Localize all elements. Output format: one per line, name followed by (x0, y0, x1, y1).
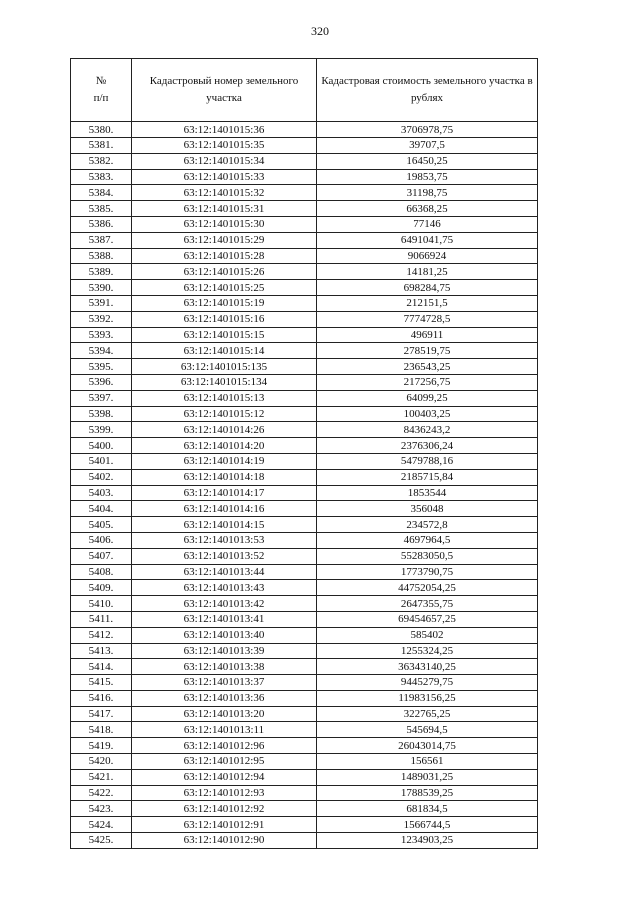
cadastral-number-cell: 63:12:1401013:20 (132, 706, 317, 722)
cadastral-number-cell: 63:12:1401012:96 (132, 738, 317, 754)
row-number-cell: 5400. (71, 438, 132, 454)
row-number-cell: 5397. (71, 390, 132, 406)
cadastral-number-cell: 63:12:1401013:36 (132, 690, 317, 706)
cadastral-value-cell: 1255324,25 (317, 643, 538, 659)
cadastral-number-cell: 63:12:1401015:31 (132, 201, 317, 217)
cadastral-number-cell: 63:12:1401013:41 (132, 611, 317, 627)
table-body (71, 122, 538, 849)
cadastral-number-cell: 63:12:1401013:43 (132, 580, 317, 596)
row-number-cell: 5408. (71, 564, 132, 580)
cadastral-value-cell: 77146 (317, 216, 538, 232)
row-number-cell: 5417. (71, 706, 132, 722)
row-number-cell: 5398. (71, 406, 132, 422)
cadastral-value-cell: 8436243,2 (317, 422, 538, 438)
page-number: 320 (311, 24, 329, 38)
row-number-cell: 5402. (71, 469, 132, 485)
table-row (71, 643, 538, 659)
cadastral-number-cell: 63:12:1401012:92 (132, 801, 317, 817)
table-row (71, 722, 538, 738)
cadastral-value-cell: 681834,5 (317, 801, 538, 817)
table-row (71, 580, 538, 596)
cadastral-value-cell: 6491041,75 (317, 232, 538, 248)
cadastral-value-cell: 585402 (317, 627, 538, 643)
cadastral-value-cell: 545694,5 (317, 722, 538, 738)
cadastral-value-cell: 278519,75 (317, 343, 538, 359)
cadastral-value-cell: 2376306,24 (317, 438, 538, 454)
header-pp: п/п (93, 92, 109, 104)
row-number-cell: 5422. (71, 785, 132, 801)
cadastral-number-cell: 63:12:1401013:52 (132, 548, 317, 564)
cadastral-value-cell: 44752054,25 (317, 580, 538, 596)
cadastral-number-cell: 63:12:1401015:34 (132, 153, 317, 169)
cadastral-number-cell: 63:12:1401012:90 (132, 833, 317, 849)
cadastral-value-cell: 7774728,5 (317, 311, 538, 327)
cadastral-number-cell: 63:12:1401014:20 (132, 438, 317, 454)
header-row-number (71, 59, 132, 122)
row-number-cell: 5381. (71, 138, 132, 154)
table-row (71, 532, 538, 548)
cadastral-value-cell: 100403,25 (317, 406, 538, 422)
table-header-row (71, 59, 538, 122)
table-row (71, 138, 538, 154)
cadastral-value-cell: 496911 (317, 327, 538, 343)
cadastral-number-cell: 63:12:1401013:37 (132, 675, 317, 691)
table-row (71, 675, 538, 691)
cadastral-value-cell: 36343140,25 (317, 659, 538, 675)
cadastral-number-cell: 63:12:1401015:25 (132, 280, 317, 296)
cadastral-number-cell: 63:12:1401013:44 (132, 564, 317, 580)
row-number-cell: 5425. (71, 833, 132, 849)
cadastral-value-cell: 39707,5 (317, 138, 538, 154)
row-number-cell: 5412. (71, 627, 132, 643)
cadastral-value-cell: 66368,25 (317, 201, 538, 217)
cadastral-value-cell: 11983156,25 (317, 690, 538, 706)
cadastral-number-cell: 63:12:1401015:35 (132, 138, 317, 154)
row-number-cell: 5399. (71, 422, 132, 438)
row-number-cell: 5389. (71, 264, 132, 280)
table-row (71, 406, 538, 422)
row-number-cell: 5404. (71, 501, 132, 517)
table-row (71, 343, 538, 359)
cadastral-number-cell: 63:12:1401015:15 (132, 327, 317, 343)
row-number-cell: 5382. (71, 153, 132, 169)
cadastral-number-cell: 63:12:1401012:95 (132, 754, 317, 770)
table-row (71, 769, 538, 785)
row-number-cell: 5401. (71, 453, 132, 469)
row-number-cell: 5383. (71, 169, 132, 185)
table-row (71, 153, 538, 169)
table-row (71, 833, 538, 849)
row-number-cell: 5395. (71, 359, 132, 375)
cadastral-value-cell: 1788539,25 (317, 785, 538, 801)
cadastral-value-cell: 356048 (317, 501, 538, 517)
row-number-cell: 5407. (71, 548, 132, 564)
cadastral-value-cell: 64099,25 (317, 390, 538, 406)
table-row (71, 280, 538, 296)
table-row (71, 596, 538, 612)
table-row (71, 501, 538, 517)
table-row (71, 754, 538, 770)
cadastral-value-cell: 2185715,84 (317, 469, 538, 485)
table-row (71, 422, 538, 438)
cadastral-value-cell: 31198,75 (317, 185, 538, 201)
row-number-cell: 5410. (71, 596, 132, 612)
row-number-cell: 5387. (71, 232, 132, 248)
cadastral-value-cell: 236543,25 (317, 359, 538, 375)
row-number-cell: 5388. (71, 248, 132, 264)
table-row (71, 564, 538, 580)
table-row (71, 517, 538, 533)
row-number-cell: 5418. (71, 722, 132, 738)
cadastral-number-cell: 63:12:1401013:42 (132, 596, 317, 612)
table-row (71, 201, 538, 217)
row-number-cell: 5420. (71, 754, 132, 770)
header-cadastral-number: Кадастровый номер земельного участка (132, 59, 317, 122)
cadastral-value-table (70, 58, 538, 849)
table-row (71, 264, 538, 280)
cadastral-value-cell: 1234903,25 (317, 833, 538, 849)
table-row (71, 627, 538, 643)
cadastral-value-cell: 156561 (317, 754, 538, 770)
table-row (71, 469, 538, 485)
header-cadastral-value: Кадастровая стоимость земельного участка в рублях (317, 59, 538, 122)
table-row (71, 295, 538, 311)
cadastral-value-cell: 5479788,16 (317, 453, 538, 469)
cadastral-value-cell: 9066924 (317, 248, 538, 264)
cadastral-number-cell: 63:12:1401015:135 (132, 359, 317, 375)
row-number-cell: 5406. (71, 532, 132, 548)
cadastral-value-cell: 3706978,75 (317, 122, 538, 138)
cadastral-number-cell: 63:12:1401013:39 (132, 643, 317, 659)
cadastral-number-cell: 63:12:1401012:93 (132, 785, 317, 801)
cadastral-number-cell: 63:12:1401014:26 (132, 422, 317, 438)
table-row (71, 690, 538, 706)
row-number-cell: 5409. (71, 580, 132, 596)
cadastral-value-cell: 14181,25 (317, 264, 538, 280)
cadastral-number-cell: 63:12:1401013:11 (132, 722, 317, 738)
cadastral-number-cell: 63:12:1401014:17 (132, 485, 317, 501)
table-row (71, 817, 538, 833)
row-number-cell: 5411. (71, 611, 132, 627)
cadastral-number-cell: 63:12:1401013:40 (132, 627, 317, 643)
cadastral-number-cell: 63:12:1401014:16 (132, 501, 317, 517)
table-row (71, 438, 538, 454)
cadastral-number-cell: 63:12:1401014:19 (132, 453, 317, 469)
cadastral-number-cell: 63:12:1401013:38 (132, 659, 317, 675)
cadastral-number-cell: 63:12:1401015:36 (132, 122, 317, 138)
cadastral-number-cell: 63:12:1401015:13 (132, 390, 317, 406)
cadastral-value-cell: 217256,75 (317, 374, 538, 390)
row-number-cell: 5421. (71, 769, 132, 785)
cadastral-value-cell: 698284,75 (317, 280, 538, 296)
table-row (71, 659, 538, 675)
cadastral-number-cell: 63:12:1401015:12 (132, 406, 317, 422)
cadastral-value-cell: 234572,8 (317, 517, 538, 533)
cadastral-value-cell: 2647355,75 (317, 596, 538, 612)
header-number-sign: № (95, 75, 107, 87)
cadastral-value-cell: 1489031,25 (317, 769, 538, 785)
table-row (71, 485, 538, 501)
table-row (71, 122, 538, 138)
cadastral-number-cell: 63:12:1401013:53 (132, 532, 317, 548)
table-row (71, 185, 538, 201)
table-row (71, 801, 538, 817)
row-number-cell: 5394. (71, 343, 132, 359)
cadastral-value-cell: 212151,5 (317, 295, 538, 311)
cadastral-value-cell: 9445279,75 (317, 675, 538, 691)
cadastral-value-cell: 69454657,25 (317, 611, 538, 627)
row-number-cell: 5385. (71, 201, 132, 217)
row-number-cell: 5413. (71, 643, 132, 659)
cadastral-value-cell: 322765,25 (317, 706, 538, 722)
row-number-cell: 5405. (71, 517, 132, 533)
cadastral-number-cell: 63:12:1401015:33 (132, 169, 317, 185)
cadastral-number-cell: 63:12:1401015:16 (132, 311, 317, 327)
table-row (71, 706, 538, 722)
cadastral-number-cell: 63:12:1401012:91 (132, 817, 317, 833)
cadastral-number-cell: 63:12:1401014:15 (132, 517, 317, 533)
table-row (71, 548, 538, 564)
table-row (71, 248, 538, 264)
cadastral-number-cell: 63:12:1401015:19 (132, 295, 317, 311)
cadastral-value-cell: 16450,25 (317, 153, 538, 169)
cadastral-value-cell: 4697964,5 (317, 532, 538, 548)
cadastral-number-cell: 63:12:1401015:32 (132, 185, 317, 201)
cadastral-value-cell: 1853544 (317, 485, 538, 501)
row-number-cell: 5393. (71, 327, 132, 343)
cadastral-number-cell: 63:12:1401015:29 (132, 232, 317, 248)
cadastral-value-cell: 1773790,75 (317, 564, 538, 580)
table-row (71, 359, 538, 375)
row-number-cell: 5390. (71, 280, 132, 296)
table-row (71, 232, 538, 248)
row-number-cell: 5380. (71, 122, 132, 138)
table-row (71, 611, 538, 627)
table-row (71, 169, 538, 185)
cadastral-value-cell: 55283050,5 (317, 548, 538, 564)
cadastral-number-cell: 63:12:1401015:14 (132, 343, 317, 359)
row-number-cell: 5415. (71, 675, 132, 691)
row-number-cell: 5424. (71, 817, 132, 833)
row-number-cell: 5403. (71, 485, 132, 501)
row-number-cell: 5392. (71, 311, 132, 327)
table-row (71, 453, 538, 469)
row-number-cell: 5384. (71, 185, 132, 201)
cadastral-value-cell: 1566744,5 (317, 817, 538, 833)
cadastral-number-cell: 63:12:1401012:94 (132, 769, 317, 785)
row-number-cell: 5391. (71, 295, 132, 311)
table-row (71, 738, 538, 754)
table-row (71, 216, 538, 232)
row-number-cell: 5416. (71, 690, 132, 706)
row-number-cell: 5419. (71, 738, 132, 754)
row-number-cell: 5423. (71, 801, 132, 817)
row-number-cell: 5386. (71, 216, 132, 232)
table-row (71, 311, 538, 327)
cadastral-value-cell: 19853,75 (317, 169, 538, 185)
cadastral-number-cell: 63:12:1401014:18 (132, 469, 317, 485)
row-number-cell: 5396. (71, 374, 132, 390)
table-row (71, 327, 538, 343)
row-number-cell: 5414. (71, 659, 132, 675)
cadastral-number-cell: 63:12:1401015:134 (132, 374, 317, 390)
cadastral-value-cell: 26043014,75 (317, 738, 538, 754)
cadastral-number-cell: 63:12:1401015:26 (132, 264, 317, 280)
table-row (71, 390, 538, 406)
cadastral-number-cell: 63:12:1401015:30 (132, 216, 317, 232)
table-row (71, 374, 538, 390)
table-row (71, 785, 538, 801)
cadastral-number-cell: 63:12:1401015:28 (132, 248, 317, 264)
